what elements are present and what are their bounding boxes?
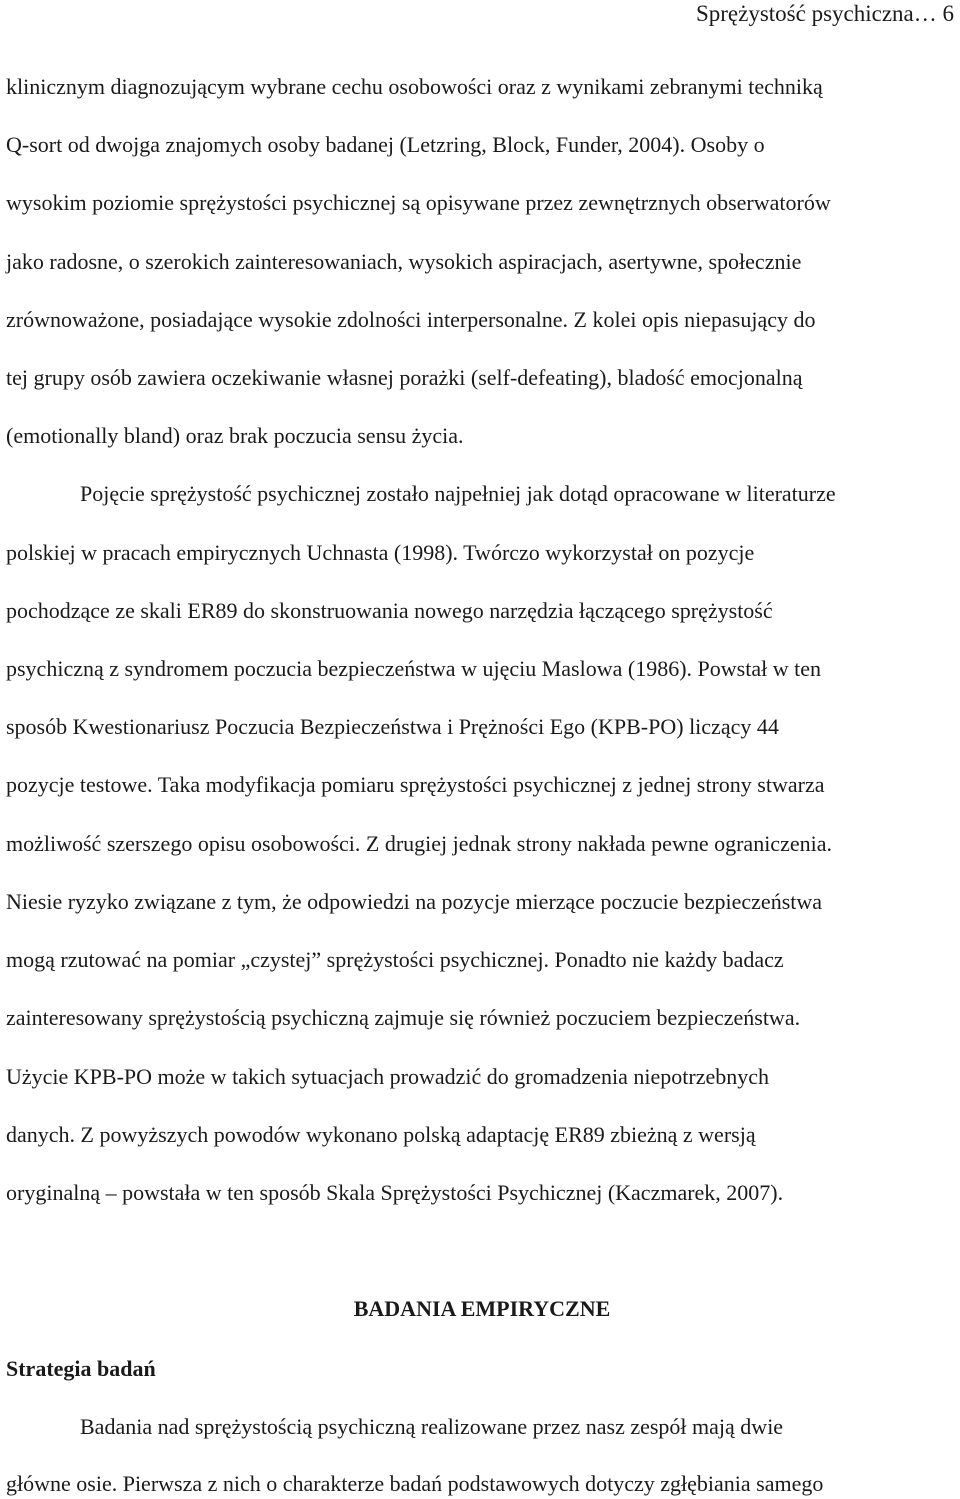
text-line: Niesie ryzyko związane z tym, że odpowiedzi na pozycje mierzące poczucie bezpieczeństwa — [6, 889, 823, 914]
text-line: psychiczną z syndromem poczucia bezpieczeństwa w ujęciu Maslowa (1986). Powstał w ten — [6, 656, 821, 681]
text-line: Badania nad sprężystością psychiczną realizowane przez nasz zespół mają dwie — [80, 1414, 784, 1439]
text-line: wysokim poziomie sprężystości psychicznej są opisywane przez zewnętrznych obserwatorów — [6, 190, 831, 215]
text-line: możliwość szerszego opisu osobowości. Z drugiej jednak strony nakłada pewne ograniczenia. — [6, 831, 832, 856]
text-line: tej grupy osób zawiera oczekiwanie własnej porażki (self-defeating), bladość emocjonalną — [6, 365, 803, 390]
text-line: pochodzące ze skali ER89 do skonstruowania nowego narzędzia łączącego sprężystość — [6, 598, 773, 623]
text-line: zrównoważone, posiadające wysokie zdolności interpersonalne. Z kolei opis niepasujący do — [6, 307, 816, 332]
text-line: sposób Kwestionariusz Poczucia Bezpieczeństwa i Prężności Ego (KPB-PO) liczący 44 — [6, 714, 779, 739]
text-line: danych. Z powyższych powodów wykonano polską adaptację ER89 zbieżną z wersją — [6, 1122, 756, 1147]
text-line: zainteresowany sprężystością psychiczną zajmuje się również poczuciem bezpieczeństwa. — [6, 1005, 801, 1030]
text-line: polskiej w pracach empirycznych Uchnasta (1998). Twórczo wykorzystał on pozycje — [6, 540, 755, 565]
text-line: klinicznym diagnozującym wybrane cechu osobowości oraz z wynikami zebranymi techniką — [6, 74, 823, 99]
text-line: jako radosne, o szerokich zainteresowaniach, wysokich aspiracjach, asertywne, społecznie — [6, 249, 802, 274]
text-line: główne osie. Pierwsza z nich o charakterze badań podstawowych dotyczy zgłębiania samego — [6, 1471, 824, 1496]
text-line: Użycie KPB-PO może w takich sytuacjach prowadzić do gromadzenia niepotrzebnych — [6, 1064, 770, 1089]
running-header: Sprężystość psychiczna… 6 — [695, 1, 954, 26]
text-line: Pojęcie sprężystość psychicznej zostało najpełniej jak dotąd opracowane w literaturze — [80, 481, 836, 506]
text-line: mogą rzutować na pomiar „czystej” sprężystości psychicznej. Ponadto nie każdy badacz — [6, 947, 784, 972]
text-line: pozycje testowe. Taka modyfikacja pomiaru sprężystości psychicznej z jednej strony stwarza — [6, 772, 825, 797]
text-line: oryginalną – powstała w ten sposób Skala Sprężystości Psychicznej (Kaczmarek, 2007). — [6, 1180, 784, 1205]
text-line: (emotionally bland) oraz brak poczucia sensu życia. — [6, 423, 464, 448]
text-line: Q-sort od dwojga znajomych osoby badanej (Letzring, Block, Funder, 2004). Osoby o — [6, 132, 765, 157]
section-heading: BADANIA EMPIRYCZNE — [353, 1296, 611, 1321]
subsection-heading: Strategia badań — [6, 1356, 156, 1381]
